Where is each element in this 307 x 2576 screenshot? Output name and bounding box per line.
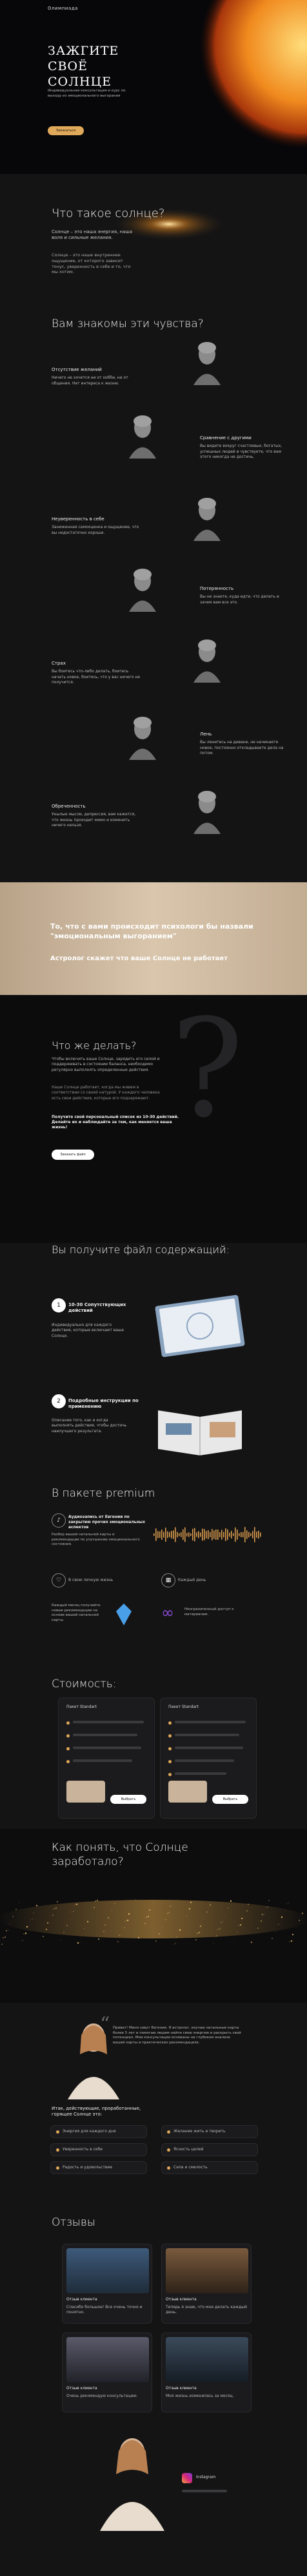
instagram-label[interactable]: Instagram	[196, 2475, 216, 2479]
plan2-select-button[interactable]: Выбрать	[212, 1795, 248, 1804]
infinity-icon: ∞	[161, 1604, 174, 1622]
review-name: Отзыв клиента	[166, 2297, 197, 2302]
calendar-icon: ▦	[161, 1573, 175, 1587]
price-card-premium	[160, 1698, 257, 1819]
feeling-title: Отсутствие желаний	[52, 367, 102, 372]
review-photo	[66, 2337, 149, 2382]
file-item1-title: 10-30 Сопутствующих действий	[68, 1302, 126, 1314]
feeling-item	[200, 586, 290, 605]
statue-bust-image	[187, 496, 227, 542]
what-is-title: Что такое солнце?	[52, 207, 165, 220]
premium-infinity-text: Неограниченный доступ к материалам.	[184, 1607, 234, 1616]
feeling-text: Вы ленитесь на диване, не начинаете новое, постоянно откладываете дела на потом.	[200, 740, 284, 756]
price-title: Стоимость:	[52, 1678, 117, 1690]
file-item1-text: Индивидуально для каждого действия, которые включают ваше Солнце.	[52, 1323, 124, 1338]
review-card	[161, 2333, 252, 2412]
review-photo	[166, 2248, 248, 2293]
sun-image	[0, 0, 307, 174]
reviews-title: Отзывы	[52, 2216, 95, 2229]
what-do-title: Что же делать?	[52, 1039, 137, 1052]
feeling-text: Ничего не хочется ни от хобби, ни от общения. Нет интереса к жизни.	[52, 375, 128, 386]
burnout-banner	[0, 882, 307, 995]
feeling-text: Вы видите вокруг счастливых, богатых, успешных людей и чувствуете, что вам этого никогда не достичь.	[200, 444, 282, 460]
review-name: Отзыв клиента	[166, 2386, 197, 2391]
feeling-text: Заниженная самооценка и ощущение, что вы недостаточно хороши.	[52, 525, 139, 535]
price-section	[0, 1674, 307, 1829]
report-mockup-image	[152, 1291, 248, 1361]
author-quote: Привет! Меня зовут Евгения. Я астролог, изучаю натальные карты более 5 лет и помогаю людям найти свою энергию и раскрыть свой потенциал. Мои консультации основаны на глубоком анализе вашей карты и практических рекомендациях.	[113, 2026, 241, 2045]
author-footer-photo	[97, 2428, 168, 2531]
feeling-title: Страх	[52, 661, 66, 666]
feeling-text: Вы не знаете, куда идти, что делать и зачем вам все это.	[200, 594, 279, 605]
feelings-title: Вам знакомы эти чувства?	[52, 317, 204, 330]
hero-signup-button[interactable]: Записаться	[48, 126, 84, 135]
what-is-p1: Солнце – это наша энергия, наша воля и сильные желания.	[52, 229, 133, 241]
book-mockup-image	[152, 1397, 248, 1462]
instagram-icon[interactable]	[182, 2473, 192, 2483]
statue-bust-image	[187, 638, 227, 684]
plan-name: Пакет Standart	[168, 1705, 199, 1709]
question-mark-image: ?	[171, 995, 244, 1148]
review-photo	[66, 2248, 149, 2293]
premium-title: В пакете premium	[52, 1487, 155, 1500]
works-section	[0, 1829, 307, 2003]
feelings-section	[0, 309, 307, 882]
review-name: Отзыв клиента	[66, 2386, 97, 2391]
what-do-p2: Наше Солнце работает, когда мы живем в соответствии со своей натурой. У каждого человека есть свои действия, которые его подзаряжают.	[52, 1085, 160, 1101]
plan-price-image	[66, 1781, 105, 1803]
change-item: Радость и удовольствие	[50, 2161, 147, 2174]
banner-line1: То, что с вами происходит психологи бы назвали "эмоциональным выгоранием"	[50, 922, 253, 940]
feeling-title: Лень	[200, 732, 212, 737]
item-one-icon: 1	[52, 1298, 66, 1312]
feeling-item	[52, 367, 142, 386]
feeling-text: Унылые мысли, депрессия, вам кажется, что жизнь проходит мимо и изменить ничего нельзя.	[52, 812, 136, 828]
changes-title: Итак, действующие, проработанные, горящее Солнце это:	[52, 2106, 141, 2117]
hero-subtitle: Индивидуальная консультация и курс по выходу из эмоционального выгорания	[48, 89, 126, 98]
feeling-item	[200, 732, 290, 757]
hero-title: ЗАЖГИТЕ СВОЁ СОЛНЦЕ	[48, 44, 119, 89]
what-do-bold: Получите свой персональный список из 10-30 действий. Делайте их и наблюдайте за тем, как меняется ваша жизнь!	[52, 1115, 179, 1130]
premium-audio-title: Аудиозапись от Евгении по закрытию прочих эмоциональных аспектов	[68, 1515, 145, 1530]
review-card	[62, 2333, 152, 2412]
plan1-select-button[interactable]: Выбрать	[110, 1795, 146, 1804]
statue-bust-image	[123, 715, 163, 761]
price-card-standart	[58, 1698, 155, 1819]
reviews-section	[0, 2190, 307, 2576]
item-two-icon: 2	[52, 1394, 66, 1408]
review-text: Моя жизнь изменилась за месяц.	[166, 2394, 234, 2398]
author-section	[0, 2003, 307, 2106]
hero-section	[0, 0, 307, 174]
file-section	[0, 1243, 307, 1481]
premium-crystal-text: Каждый месяц получайте новые рекомендации на основе вашей натальной карты.	[52, 1604, 101, 1623]
feeling-item	[52, 516, 142, 536]
premium-audio-text: Разбор вашей натальной карты и рекомендации по улучшению эмоционального состояния.	[52, 1533, 140, 1547]
review-card	[161, 2244, 252, 2324]
change-item: Уверенность в себе	[50, 2143, 147, 2156]
changes-section	[0, 2106, 307, 2190]
feeling-item	[52, 804, 142, 829]
review-photo	[166, 2337, 248, 2382]
light-flare	[0, 174, 307, 309]
file-item2-title: Подробные инструкции по применению	[68, 1398, 139, 1410]
contact-line	[182, 2490, 227, 2492]
quote-mark-icon: “	[100, 2013, 110, 2036]
order-file-button[interactable]: Заказать файл	[52, 1150, 94, 1160]
feeling-title: Неуверенность в себе	[52, 516, 104, 522]
what-is-section	[0, 174, 307, 309]
review-text: Очень рекомендую консультацию.	[66, 2394, 138, 2398]
review-name: Отзыв клиента	[66, 2297, 97, 2302]
crystal-icon	[116, 1604, 132, 1625]
statue-bust-image	[187, 340, 227, 386]
review-card	[62, 2244, 152, 2324]
change-item: Желание жить и творить	[161, 2125, 258, 2138]
change-item: Сила и смелость	[161, 2161, 258, 2174]
what-is-p2: Солнце – это наше внутреннее ощущение, от которого зависит тонус, уверенность в себе и то, что мы хотим.	[52, 252, 131, 275]
works-title: Как понять, что Солнце заработало?	[52, 1841, 188, 1869]
feeling-title: Сравнение с другими	[200, 435, 252, 440]
feeling-title: Потерянность	[200, 586, 234, 591]
premium-section	[0, 1481, 307, 1674]
audio-icon: ♪	[52, 1513, 66, 1528]
statue-bust-image	[123, 413, 163, 460]
waveform-image	[154, 1524, 263, 1546]
feeling-title: Обреченность	[52, 804, 86, 809]
statue-bust-image	[187, 789, 227, 835]
change-item: Ясность целей	[161, 2143, 258, 2156]
file-title: Вы получите файл содержащий:	[52, 1244, 230, 1256]
feeling-item	[52, 661, 142, 686]
plan-name: Пакет Standart	[66, 1705, 97, 1709]
feeling-item	[200, 435, 290, 460]
what-do-section	[0, 995, 307, 1243]
review-text: Теперь я знаю, что мне делать каждый день.	[166, 2305, 247, 2315]
premium-item3: Каждый день	[178, 1578, 206, 1582]
premium-item2: В свою личную жизнь	[68, 1578, 114, 1582]
heart-icon: ♡	[52, 1573, 66, 1587]
file-item2-text: Описание того, как и когда выполнять действия, чтобы достичь наилучшего результата.	[52, 1418, 127, 1434]
what-do-p1: Чтобы включить ваше Солнце, зарядить его силой и поддерживать в состоянии баланса, необходимо регулярно выполнять определенные действия.	[52, 1057, 160, 1072]
review-text: Спасибо большое! Все очень точно и понятно.	[66, 2305, 143, 2315]
feeling-text: Вы боитесь что-либо делать, боитесь начать новое, боитесь, что у вас ничего не получится.	[52, 669, 141, 685]
plan-price-image	[168, 1781, 207, 1803]
banner-line2: Астролог скажет что ваше Солнце не работает	[50, 955, 228, 962]
change-item: Энергия для каждого дня	[50, 2125, 147, 2138]
hero-logo: Олимпиада	[48, 6, 78, 11]
statue-bust-image	[123, 567, 163, 613]
